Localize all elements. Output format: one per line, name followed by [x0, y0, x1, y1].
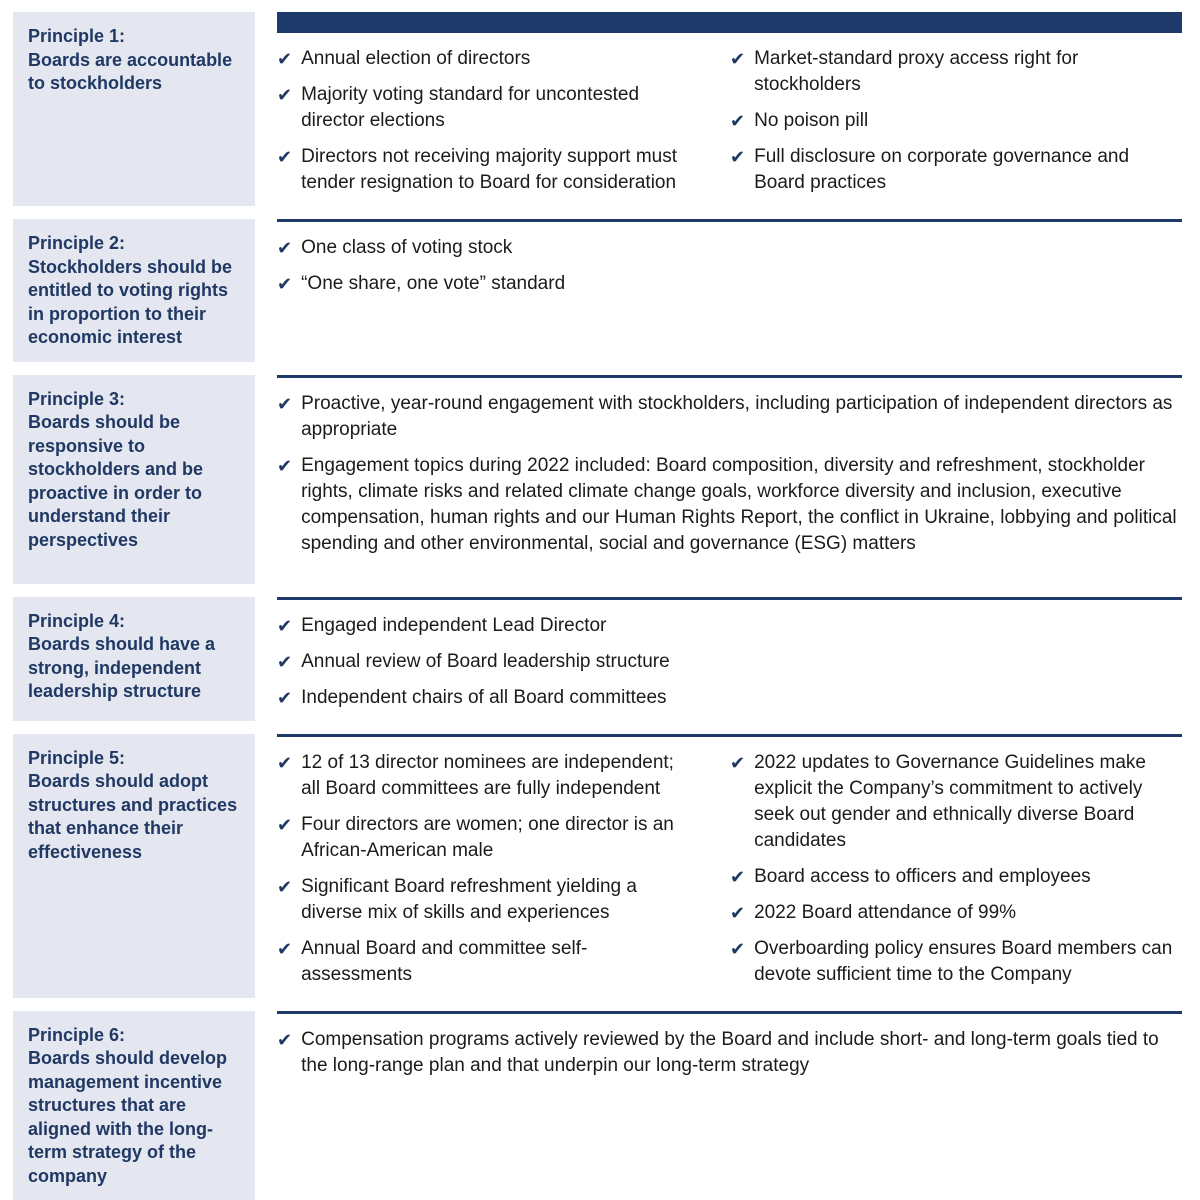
check-icon: ✔: [277, 812, 292, 838]
bullet-text: Proactive, year-round engagement with stockholders, including participation of independent directors as appropriate: [301, 391, 1182, 443]
bullet-item: [277, 144, 690, 196]
check-icon: ✔: [277, 271, 292, 297]
bullet-text: One class of voting stock: [301, 235, 1182, 261]
bullet-text: Annual election of directors: [301, 46, 690, 72]
bullet-text: Majority voting standard for uncontested director elections: [301, 82, 690, 134]
section-principle-4: [13, 597, 1182, 721]
bullet-item: [277, 936, 690, 988]
principle-1-description: Boards are accountable to stockholders: [28, 49, 242, 96]
principle-2-description: Stockholders should be entitled to voting rights in proportion to their economic interest: [28, 256, 242, 350]
bullet-text: Four directors are women; one director is an African-American male: [301, 812, 690, 864]
principle-4-box: [13, 597, 255, 721]
bullet-item: [730, 144, 1182, 196]
principle-2-bullets: [277, 235, 1182, 297]
principle-2-content: [277, 219, 1182, 362]
principle-6-label: Principle 6:: [28, 1024, 242, 1048]
principle-1-bullets-left: [277, 46, 730, 206]
check-icon: ✔: [277, 649, 292, 675]
bullet-item: [277, 271, 1182, 297]
check-icon: ✔: [730, 144, 745, 170]
principle-1-label: Principle 1:: [28, 25, 242, 49]
check-icon: ✔: [277, 874, 292, 900]
principle-3-content: [277, 375, 1182, 584]
bullet-item: [730, 900, 1182, 926]
principle-6-description: Boards should develop management incentive structures that are aligned with the long-term strategy of the company: [28, 1047, 242, 1188]
check-icon: ✔: [277, 750, 292, 776]
bullet-item: [730, 108, 1182, 134]
principle-6-bullets: [277, 1027, 1182, 1079]
section-principle-5: [13, 734, 1182, 998]
bullet-text: Board access to officers and employees: [754, 864, 1182, 890]
principle-5-content: [277, 734, 1182, 998]
bullet-text: 2022 Board attendance of 99%: [754, 900, 1182, 926]
principle-2-box: [13, 219, 255, 362]
bullet-text: Market-standard proxy access right for stockholders: [754, 46, 1182, 98]
principle-5-bullets-left: [277, 750, 730, 998]
bullet-text: Engaged independent Lead Director: [301, 613, 1182, 639]
bullet-item: [730, 936, 1182, 988]
principle-6-box: [13, 1011, 255, 1200]
principle-1-box: [13, 12, 255, 206]
bullet-item: [730, 750, 1182, 854]
check-icon: ✔: [730, 46, 745, 72]
bullet-item: [730, 46, 1182, 98]
bullet-item: [730, 864, 1182, 890]
check-icon: ✔: [277, 82, 292, 108]
bullet-text: Independent chairs of all Board committees: [301, 685, 1182, 711]
bullet-text: Directors not receiving majority support must tender resignation to Board for consideration: [301, 144, 690, 196]
bullet-text: 2022 updates to Governance Guidelines make explicit the Company’s commitment to actively seek out gender and ethnically diverse Board candidates: [754, 750, 1182, 854]
bullet-item: [277, 613, 1182, 639]
bullet-text: Significant Board refreshment yielding a diverse mix of skills and experiences: [301, 874, 690, 926]
principle-4-label: Principle 4:: [28, 610, 242, 634]
bullet-item: [277, 685, 1182, 711]
check-icon: ✔: [730, 750, 745, 776]
principle-3-label: Principle 3:: [28, 388, 242, 412]
section-principle-6: [13, 1011, 1182, 1200]
bullet-text: 12 of 13 director nominees are independent; all Board committees are fully independent: [301, 750, 690, 802]
check-icon: ✔: [277, 144, 292, 170]
principle-5-box: [13, 734, 255, 998]
check-icon: ✔: [277, 685, 292, 711]
principle-4-bullets: [277, 613, 1182, 711]
check-icon: ✔: [277, 1027, 292, 1053]
check-icon: ✔: [277, 936, 292, 962]
principle-3-description: Boards should be responsive to stockholders and be proactive in order to understand their perspectives: [28, 411, 242, 552]
check-icon: ✔: [277, 46, 292, 72]
check-icon: ✔: [730, 936, 745, 962]
bullet-item: [277, 235, 1182, 261]
principle-4-description: Boards should have a strong, independent leadership structure: [28, 633, 242, 704]
check-icon: ✔: [277, 453, 292, 479]
principle-4-content: [277, 597, 1182, 721]
bullet-text: No poison pill: [754, 108, 1182, 134]
bullet-text: Overboarding policy ensures Board members can devote sufficient time to the Company: [754, 936, 1182, 988]
check-icon: ✔: [277, 391, 292, 417]
bullet-item: [277, 649, 1182, 675]
bullet-item: [277, 812, 690, 864]
principle-3-bullets: [277, 391, 1182, 557]
bullet-item: [277, 46, 690, 72]
check-icon: ✔: [730, 900, 745, 926]
check-icon: ✔: [730, 864, 745, 890]
principle-1-content: [277, 12, 1182, 206]
principle-1-bullets-right: [730, 46, 1182, 206]
section-principle-3: [13, 375, 1182, 584]
bullet-text: Compensation programs actively reviewed by the Board and include short- and long-term goals tied to the long-range plan and that underpin our long-term strategy: [301, 1027, 1182, 1079]
principle-5-label: Principle 5:: [28, 747, 242, 771]
principle-5-description: Boards should adopt structures and practices that enhance their effectiveness: [28, 770, 242, 864]
check-icon: ✔: [277, 235, 292, 261]
check-icon: ✔: [277, 613, 292, 639]
bullet-item: [277, 453, 1182, 557]
header-bar: [277, 12, 1182, 33]
bullet-item: [277, 391, 1182, 443]
principle-6-content: [277, 1011, 1182, 1200]
bullet-item: [277, 82, 690, 134]
bullet-text: Annual review of Board leadership structure: [301, 649, 1182, 675]
bullet-text: Engagement topics during 2022 included: Board composition, diversity and refreshment, stockholder rights, climate risks and related climate change goals, workforce diversity and inclusion, executive compensation, human rights and our Human Rights Report, the conflict in Ukraine, lobbying and political spending and other environmental, social and governance (ESG) matters: [301, 453, 1182, 557]
check-icon: ✔: [730, 108, 745, 134]
bullet-item: [277, 874, 690, 926]
principle-5-bullets-right: [730, 750, 1182, 998]
bullet-text: “One share, one vote” standard: [301, 271, 1182, 297]
principle-2-label: Principle 2:: [28, 232, 242, 256]
bullet-text: Full disclosure on corporate governance and Board practices: [754, 144, 1182, 196]
section-principle-1: [13, 12, 1182, 206]
principle-3-box: [13, 375, 255, 584]
bullet-item: [277, 750, 690, 802]
bullet-text: Annual Board and committee self-assessments: [301, 936, 690, 988]
section-principle-2: [13, 219, 1182, 362]
bullet-item: [277, 1027, 1182, 1079]
